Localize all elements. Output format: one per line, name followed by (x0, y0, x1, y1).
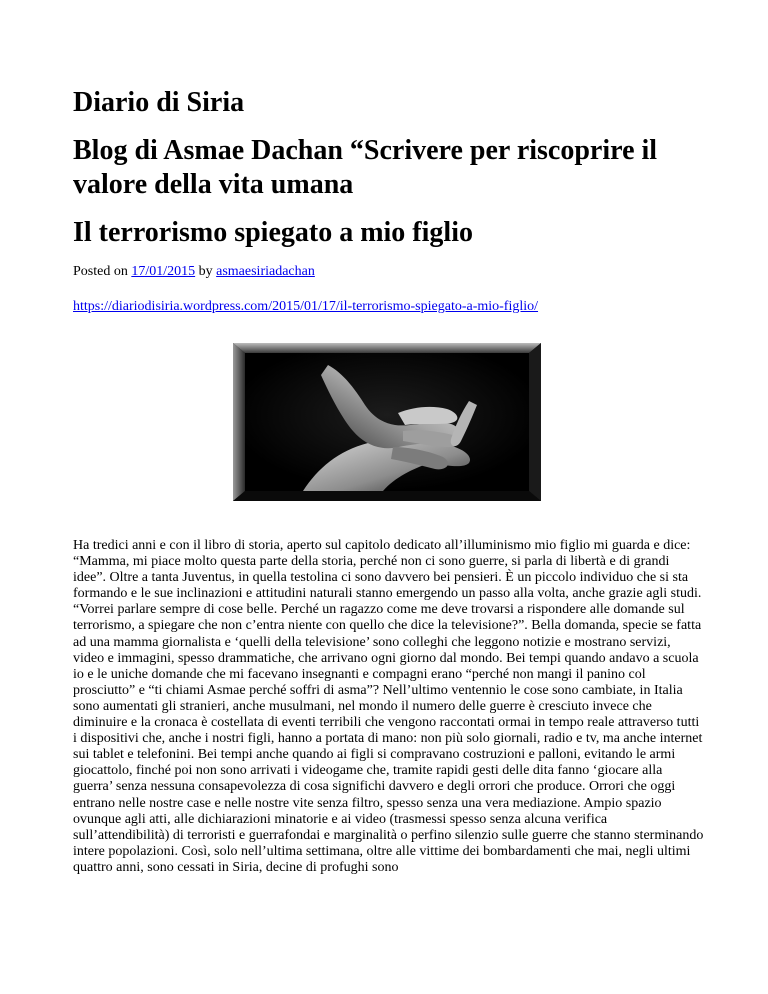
permalink (73, 298, 538, 316)
blog-title: Blog di Asmae Dachan “Scrivere per riscoprire il valore della vita umana (73, 135, 658, 200)
by-label: by (198, 264, 213, 279)
post-title: Il terrorismo spiegato a mio figlio (73, 217, 473, 248)
post-meta (73, 263, 315, 281)
holding-hands-icon (233, 343, 541, 501)
permalink-link[interactable]: https://diariodisiria.wordpress.com/2015/01/17/il-terrorismo-spiegato-a-mio-figlio/ (73, 299, 539, 314)
posted-on-label: Posted on (73, 264, 128, 279)
post-date-link[interactable]: 17/01/2015 (131, 264, 196, 279)
holding-hands-photo (233, 343, 541, 501)
author-link[interactable]: asmaesiriadachan (216, 264, 315, 279)
site-title: Diario di Siria (73, 87, 245, 118)
article-body: Ha tredici anni e con il libro di storia, aperto sul capitolo dedicato all’illuminismo mio figlio mi guarda e dice: “Mamma, mi piace molto questa parte della storia, perché non ci sono guerre, si parla di libertà e di grandi idee”. Oltre a tanta Juventus, in quella testolina ci sono davvero bei pensieri. È un piccolo individuo che si sta formando e le sue inclinazioni e attitudini naturali stanno emergendo un passo alla volta, anche grazie agli studi. “Vorrei parlare sempre di cose belle. Perché un ragazzo come me deve trovarsi a rispondere alle domande sul terrorismo, a spiegare che non c’entra niente con quello che dice la televisione?”. Bella domanda, specie se fatta ad una mamma giornalista e ‘quelli della televisione’ sono colleghi che leggono notizie e mostrano servizi, video e immagini, spesso drammatiche, che arrivano ogni giorno dal mondo. Bei tempi quando andavo a scuola io e le uniche domande che mi facevano insegnanti e compagni erano “perché non mangi il panino col prosciutto” e “ti chiami Asmae perché soffri di asma”? Nell’ultimo ventennio le cose sono cambiate, in Italia sono aumentati gli stranieri, anche musulmani, nel mondo il numero delle guerre è cresciuto invece che diminuire e la cronaca è costellata di eventi terribili che vengono raccontati ormai in tempo reale attraverso tutti i dispositivi che, anche i nostri figli, hanno a portata di mano: non più solo giornali, radio e tv, ma anche internet sui tablet e telefonini. Bei tempi anche quando ai figli si compravano costruzioni e palloni, evitando le armi giocattolo, finché poi non sono arrivati i videogame che, tramite rapidi gesti delle dita fanno ‘giocare alla guerra’ senza nessuna consapevolezza di cosa significhi davvero e degli orrori che produce. Orrori che oggi entrano nelle nostre case e nelle nostre vite senza filtro, spesso senza una vera mediazione. Ampio spazio ovunque agli atti, alle dichiarazioni minatorie e ai video (trasmessi spesso senza alcuna verifica sull’attendibilità) di terroristi e guerrafondai e marginalità o perfino silenzio sulle guerre che stanno sterminando intere popolazioni. Così, solo nell’ultima settimana, oltre alle vittime dei bombardamenti che mai, negli ultimi quattro anni, sono cessati in Siria, decine di profughi sono (73, 538, 704, 875)
